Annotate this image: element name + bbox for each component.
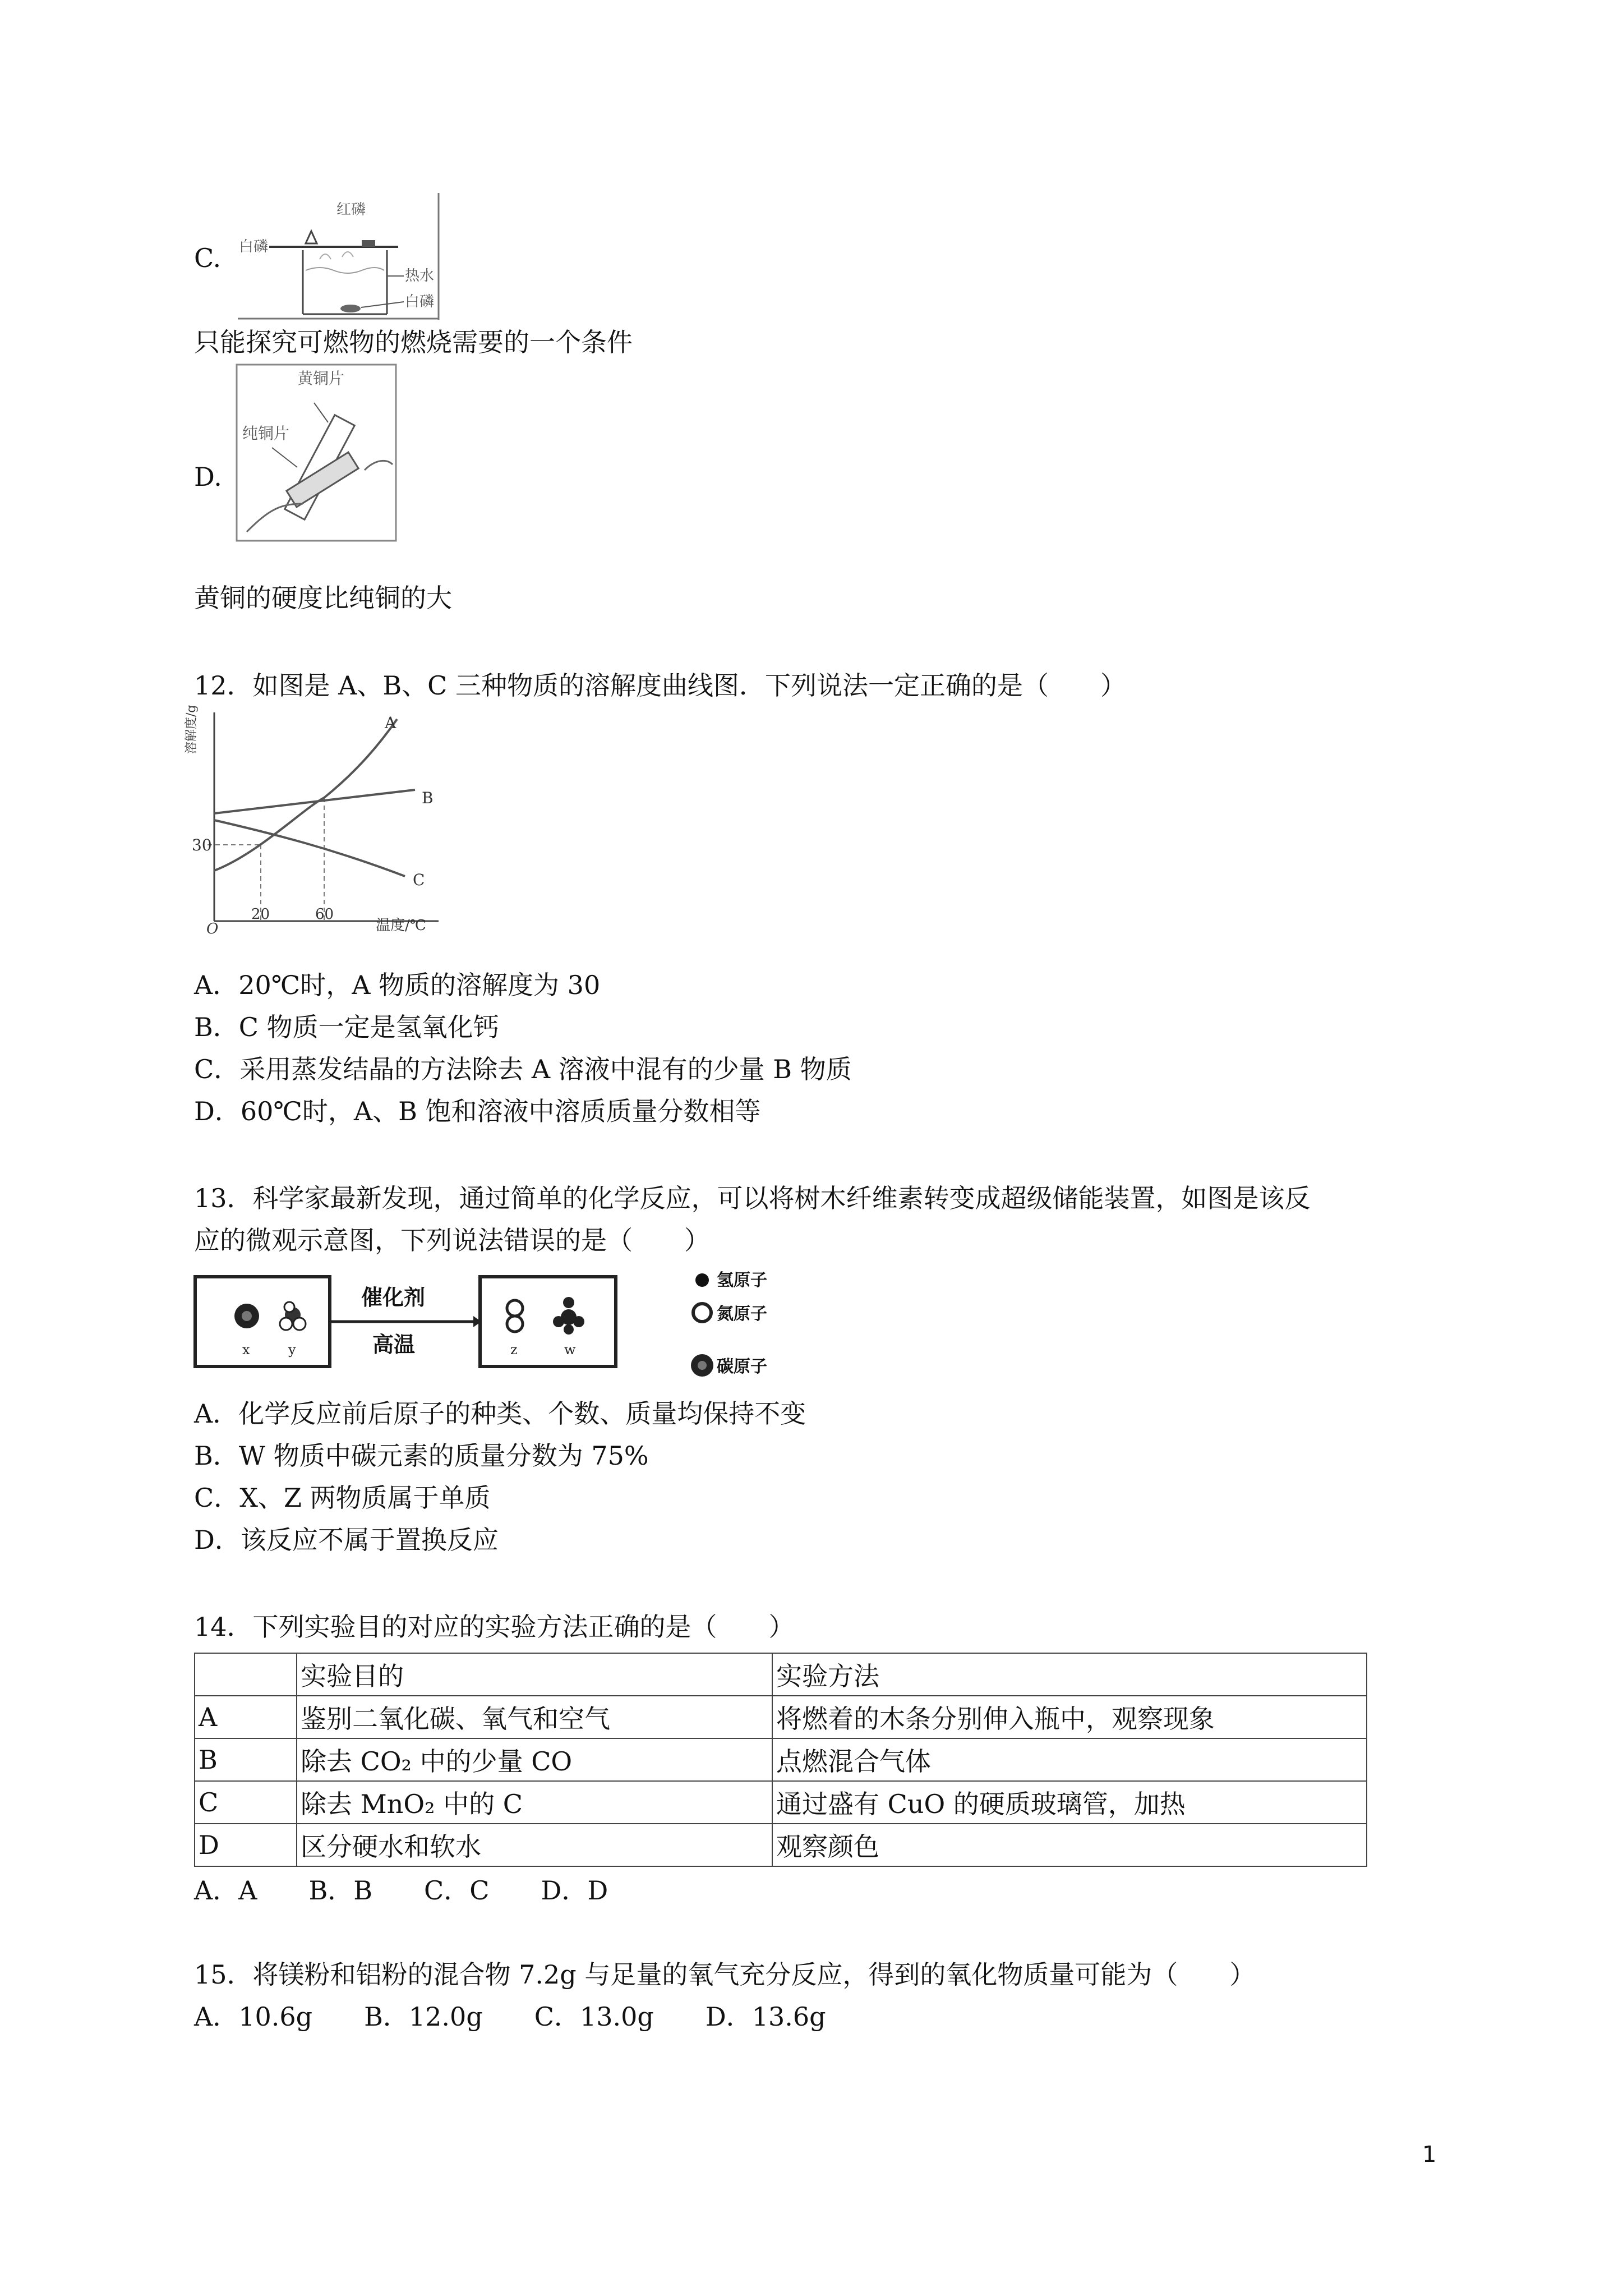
chart-ytick-30: 30 — [192, 836, 212, 854]
chart-xtick-60: 60 — [315, 906, 334, 923]
table-cell: D — [195, 1824, 297, 1866]
brass-scratch-figure — [236, 364, 398, 543]
fig-c-label-hot-water: 热水 — [405, 268, 435, 284]
table-cell: C — [195, 1781, 297, 1824]
q13-option-c: C．X、Z 两物质属于单质 — [194, 1483, 491, 1513]
table-cell: 将燃着的木条分别伸入瓶中，观察现象 — [772, 1696, 1367, 1738]
legend-nitrogen: 氮原子 — [717, 1304, 767, 1324]
fig-d-label-pure-copper: 纯铜片 — [242, 424, 290, 443]
table-header-cell: 实验目的 — [297, 1653, 772, 1696]
q15-stem: 15．将镁粉和铝粉的混合物 7.2g 与足量的氧气充分反应，得到的氧化物质量可能为（ ） — [194, 1959, 1256, 1990]
chart-xtick-20: 20 — [251, 906, 270, 923]
q13-option-d: D．该反应不属于置换反应 — [194, 1525, 499, 1555]
chart-series-a-label: A — [385, 714, 396, 732]
experiment-table — [194, 1653, 1367, 1867]
table-cell: 观察颜色 — [772, 1824, 1367, 1866]
q11-option-c-caption: 只能探究可燃物的燃烧需要的一个条件 — [194, 327, 633, 357]
chart-series-b-label: B — [422, 789, 434, 807]
fig-c-label-white-phosphorus-bottom: 白磷 — [405, 293, 435, 310]
chart-origin: O — [206, 921, 219, 937]
fig-c-label-white-phosphorus-top: 白磷 — [239, 238, 269, 255]
q15-choices: A．10.6g B．12.0g C．13.0g D．13.6g — [194, 2001, 826, 2032]
diagram-label-y: y — [288, 1342, 296, 1358]
page-number: 1 — [1422, 2142, 1437, 2168]
table-header-cell — [195, 1653, 297, 1696]
table-header-row — [195, 1653, 1367, 1696]
table-cell: 鉴别二氧化碳、氧气和空气 — [297, 1696, 772, 1738]
fig-d-label-brass: 黄铜片 — [297, 369, 345, 388]
table-cell: B — [195, 1738, 297, 1781]
q14-stem: 14．下列实验目的对应的实验方法正确的是（ ） — [194, 1612, 795, 1642]
chart-series-c-label: C — [413, 871, 425, 889]
fig-c-label-red-phosphorus: 红磷 — [336, 201, 366, 218]
table-cell: 点燃混合气体 — [772, 1738, 1367, 1781]
table-cell: 除去 CO₂ 中的少量 CO — [297, 1738, 772, 1781]
q12-option-d: D．60℃时，A、B 饱和溶液中溶质质量分数相等 — [194, 1096, 761, 1126]
q13-stem-line1: 13．科学家最新发现，通过简单的化学反应，可以将树木纤维素转变成超级储能装置，如图是该反 — [194, 1183, 1311, 1213]
combustion-apparatus-figure — [236, 192, 443, 321]
chart-ylabel: 溶解度/g — [185, 705, 199, 754]
diagram-label-x: x — [242, 1342, 250, 1358]
q13-option-a: A．化学反应前后原子的种类、个数、质量均保持不变 — [194, 1398, 806, 1429]
q14-choices: A．A B．B C．C D．D — [194, 1875, 608, 1906]
table-cell: A — [195, 1696, 297, 1738]
chart-xlabel: 温度/℃ — [376, 917, 426, 934]
legend-hydrogen: 氢原子 — [717, 1271, 767, 1290]
q12-stem: 12．如图是 A、B、C 三种物质的溶解度曲线图．下列说法一定正确的是（ ） — [194, 670, 1126, 701]
reaction-micro-diagram — [193, 1266, 810, 1389]
table-row — [195, 1696, 1367, 1738]
q11-option-c-label: C. — [194, 243, 222, 273]
q12-option-b: B．C 物质一定是氢氧化钙 — [194, 1012, 499, 1042]
table-row — [195, 1781, 1367, 1824]
q11-option-d-label: D. — [194, 462, 222, 492]
table-cell: 通过盛有 CuO 的硬质玻璃管，加热 — [772, 1781, 1367, 1824]
diagram-label-z: z — [510, 1342, 518, 1358]
table-cell: 区分硬水和软水 — [297, 1824, 772, 1866]
table-row — [195, 1738, 1367, 1781]
legend-carbon: 碳原子 — [717, 1357, 767, 1377]
solubility-curve-chart — [185, 705, 443, 937]
q11-option-d-caption: 黄铜的硬度比纯铜的大 — [194, 583, 452, 613]
q13-option-b: B．W 物质中碳元素的质量分数为 75% — [194, 1441, 649, 1471]
table-header-cell: 实验方法 — [772, 1653, 1367, 1696]
diagram-label-w: w — [564, 1342, 576, 1358]
q12-option-c: C．采用蒸发结晶的方法除去 A 溶液中混有的少量 B 物质 — [194, 1054, 852, 1084]
q13-stem-line2: 应的微观示意图，下列说法错误的是（ ） — [194, 1225, 710, 1255]
table-cell: 除去 MnO₂ 中的 C — [297, 1781, 772, 1824]
diagram-arrow-top-label: 催化剂 — [361, 1285, 426, 1310]
q12-option-a: A．20℃时，A 物质的溶解度为 30 — [194, 970, 601, 1000]
table-row — [195, 1824, 1367, 1866]
diagram-arrow-bottom-label: 高温 — [372, 1332, 416, 1357]
